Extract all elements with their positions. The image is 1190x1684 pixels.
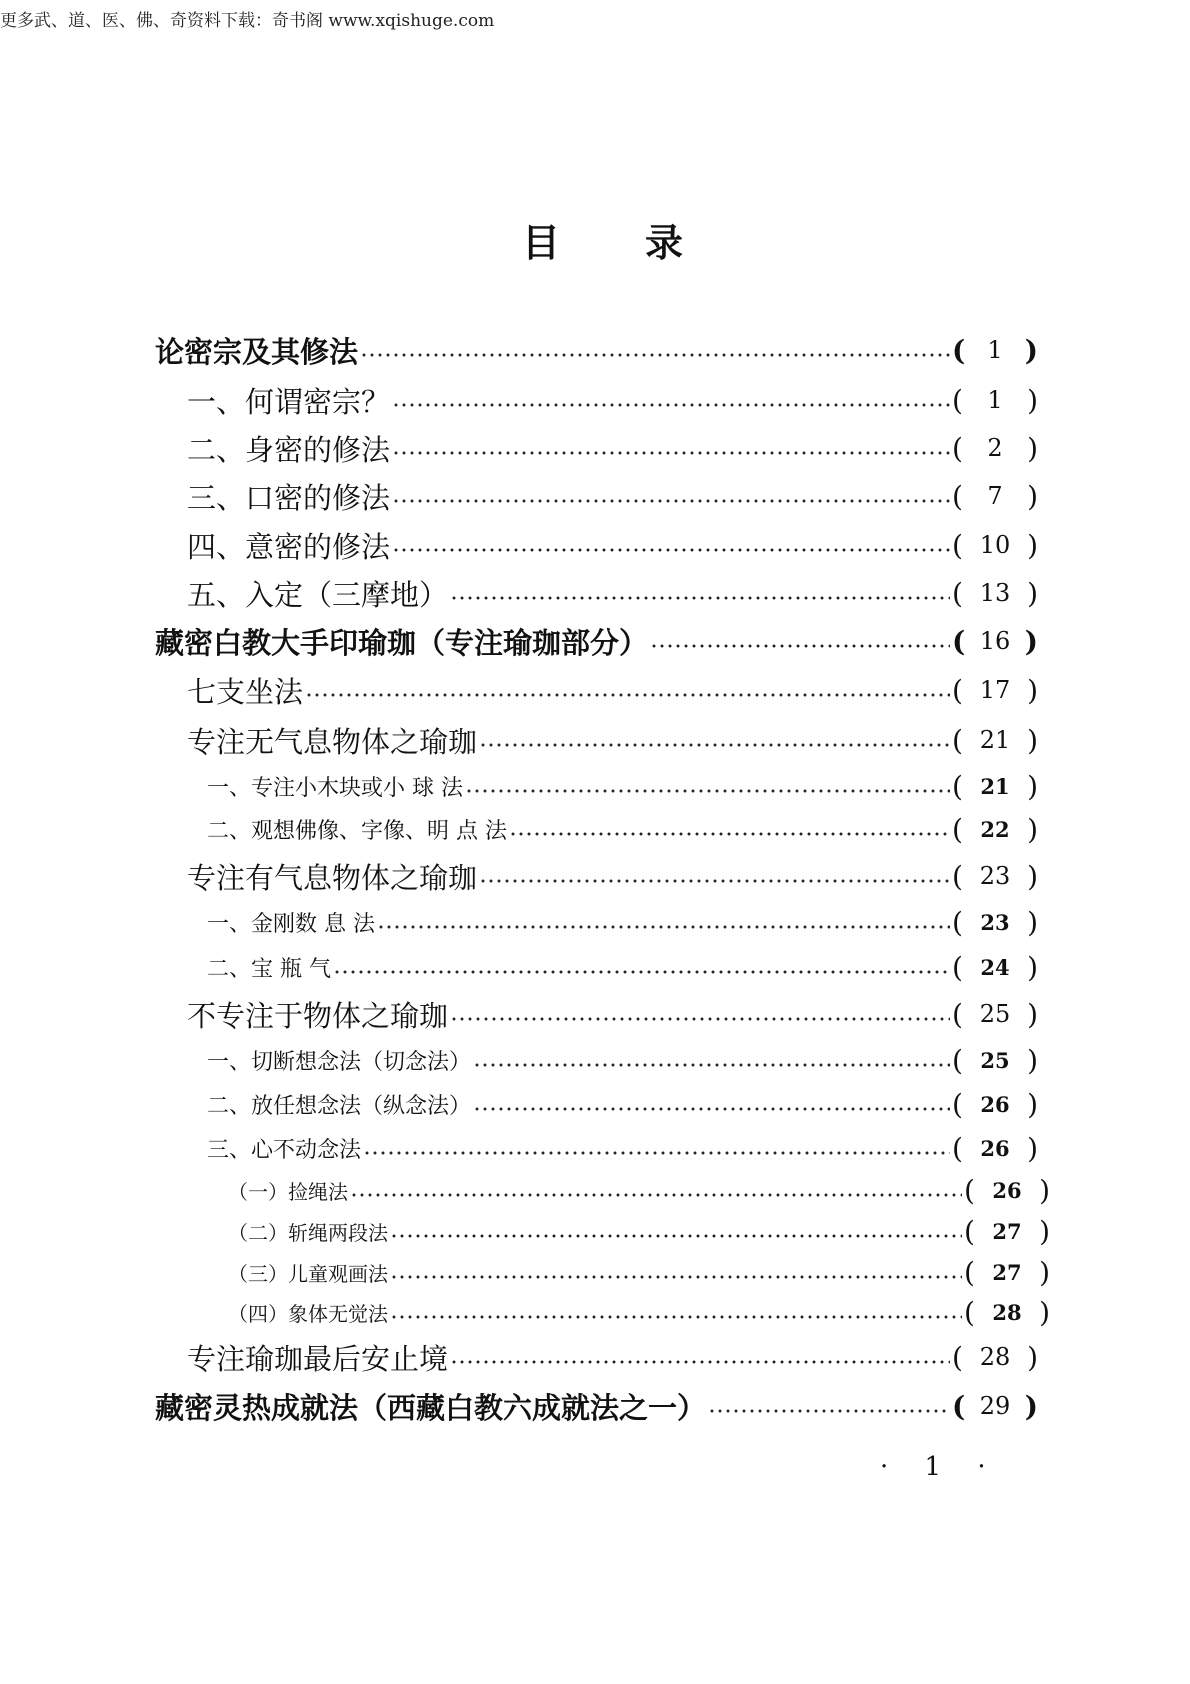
dot-leader [450, 596, 950, 600]
toc-entry-page: ( 29 ) [952, 1389, 1038, 1423]
toc-entry-label: （四）象体无觉法 [228, 1301, 388, 1326]
toc-entry[interactable] [207, 947, 1038, 987]
toc-entry-label: 论密宗及其修法 [155, 334, 359, 369]
toc-entry-page: ( 7 ) [952, 479, 1038, 513]
toc-entry[interactable] [187, 670, 1038, 710]
dot-leader [450, 1360, 950, 1364]
dot-leader [450, 1017, 950, 1021]
toc-entry[interactable] [187, 1337, 1038, 1377]
toc-entry-page: ( 28 ) [952, 1340, 1038, 1374]
toc-entry[interactable] [187, 856, 1038, 896]
toc-entry-label: 四、意密的修法 [187, 529, 391, 564]
toc-entry-page: ( 23 ) [952, 859, 1038, 893]
dot-leader [363, 1151, 950, 1155]
toc-entry-page: ( 27 ) [964, 1214, 1050, 1248]
dot-leader [473, 1063, 950, 1067]
toc-entry[interactable] [228, 1252, 1050, 1292]
toc-entry-label: 一、专注小木块或小 球 法 [207, 775, 463, 801]
toc-entry-label: （三）儿童观画法 [228, 1261, 388, 1286]
toc-entry[interactable] [207, 766, 1038, 806]
toc-entry[interactable] [228, 1170, 1050, 1210]
toc-entry-page: ( 21 ) [952, 769, 1038, 803]
toc-entry[interactable] [207, 1084, 1038, 1124]
toc-entry-page: ( 26 ) [952, 1087, 1038, 1121]
dot-leader [390, 1234, 962, 1238]
toc-entry-page: ( 23 ) [952, 905, 1038, 939]
toc-entry-page: ( 26 ) [964, 1173, 1050, 1207]
toc-entry[interactable] [207, 902, 1038, 942]
toc-entry-label: 五、入定（三摩地） [187, 577, 449, 612]
toc-entry-page: ( 26 ) [952, 1131, 1038, 1165]
toc-entry-page: ( 10 ) [952, 528, 1038, 562]
toc-entry-page: ( 28 ) [964, 1295, 1050, 1329]
dot-leader [708, 1409, 950, 1413]
toc-entry[interactable] [187, 380, 1038, 420]
toc-entry[interactable] [187, 476, 1038, 516]
toc-entry-page: ( 25 ) [952, 1043, 1038, 1077]
toc-entry-label: 二、宝 瓶 气 [207, 956, 331, 982]
toc-entry-label: 二、身密的修法 [187, 432, 391, 467]
dot-leader [392, 403, 950, 407]
toc-entry-label: 二、观想佛像、字像、明 点 法 [207, 818, 507, 844]
dot-leader [473, 1107, 950, 1111]
toc-entry-label: 藏密白教大手印瑜珈（专注瑜珈部分） [155, 625, 649, 660]
toc-entry[interactable] [228, 1292, 1050, 1332]
title-char-2: 录 [645, 220, 684, 265]
toc-entry[interactable] [187, 525, 1038, 565]
dot-leader [390, 1275, 962, 1279]
title-char-1: 目 [522, 220, 561, 265]
toc-entry[interactable] [187, 428, 1038, 468]
dot-leader [305, 693, 950, 697]
dot-leader [333, 970, 950, 974]
toc-entry-page: ( 22 ) [952, 812, 1038, 846]
toc-entry[interactable] [187, 720, 1038, 760]
toc-entry[interactable] [187, 573, 1038, 613]
toc-entry-label: 不专注于物体之瑜珈 [187, 998, 449, 1033]
dot-leader [392, 451, 950, 455]
toc-entry-label: 二、放任想念法（纵念法） [207, 1093, 472, 1119]
toc-entry-label: 藏密灵热成就法（西藏白教六成就法之一） [155, 1390, 707, 1425]
toc-entry[interactable] [155, 621, 1038, 661]
toc-entry-page: ( 13 ) [952, 576, 1038, 610]
toc-entry-page: ( 25 ) [952, 997, 1038, 1031]
toc-entry-page: ( 21 ) [952, 723, 1038, 757]
toc-entry-page: ( 1 ) [952, 333, 1038, 367]
toc-entry[interactable] [207, 809, 1038, 849]
toc-entry-label: 一、切断想念法（切念法） [207, 1049, 472, 1075]
toc-entry-label: 专注有气息物体之瑜珈 [187, 860, 478, 895]
toc-entry[interactable] [207, 1040, 1038, 1080]
toc-entry-label: 三、口密的修法 [187, 480, 391, 515]
dot-leader [360, 353, 950, 357]
toc-entry[interactable] [187, 994, 1038, 1034]
dot-leader [350, 1193, 962, 1197]
toc-entry-page: ( 17 ) [952, 673, 1038, 707]
toc-entry[interactable] [207, 1128, 1038, 1168]
toc-entry-label: 七支坐法 [187, 674, 304, 709]
toc-entry-label: 专注无气息物体之瑜珈 [187, 724, 478, 759]
toc-entry[interactable] [228, 1211, 1050, 1251]
dot-leader [390, 1315, 962, 1319]
toc-entry-label: 三、心不动念法 [207, 1137, 362, 1163]
dot-leader [392, 548, 950, 552]
toc-entry-page: ( 1 ) [952, 383, 1038, 417]
page-number: · 1 · [880, 1452, 1000, 1482]
toc-entry-page: ( 16 ) [952, 624, 1038, 658]
dot-leader [479, 879, 950, 883]
dot-leader [465, 789, 950, 793]
toc-entry-page: ( 2 ) [952, 431, 1038, 465]
toc-entry-label: 专注瑜珈最后安止境 [187, 1341, 449, 1376]
dot-leader [479, 743, 950, 747]
toc-entry-label: 一、何谓密宗？ [187, 384, 391, 419]
watermark-text: 更多武、道、医、佛、奇资料下载：奇书阁 www.xqishuge.com [0, 11, 495, 31]
dot-leader [392, 499, 950, 503]
toc-entry[interactable] [155, 330, 1038, 370]
toc-entry-label: （二）斩绳两段法 [228, 1220, 388, 1245]
toc-entry-label: 一、金刚数 息 法 [207, 911, 375, 937]
toc-entry[interactable] [155, 1386, 1038, 1426]
dot-leader [509, 832, 950, 836]
toc-entry-page: ( 24 ) [952, 950, 1038, 984]
dot-leader [377, 925, 950, 929]
dot-leader [650, 644, 950, 648]
toc-entry-label: （一）捡绳法 [228, 1179, 348, 1204]
toc-entry-page: ( 27 ) [964, 1255, 1050, 1289]
